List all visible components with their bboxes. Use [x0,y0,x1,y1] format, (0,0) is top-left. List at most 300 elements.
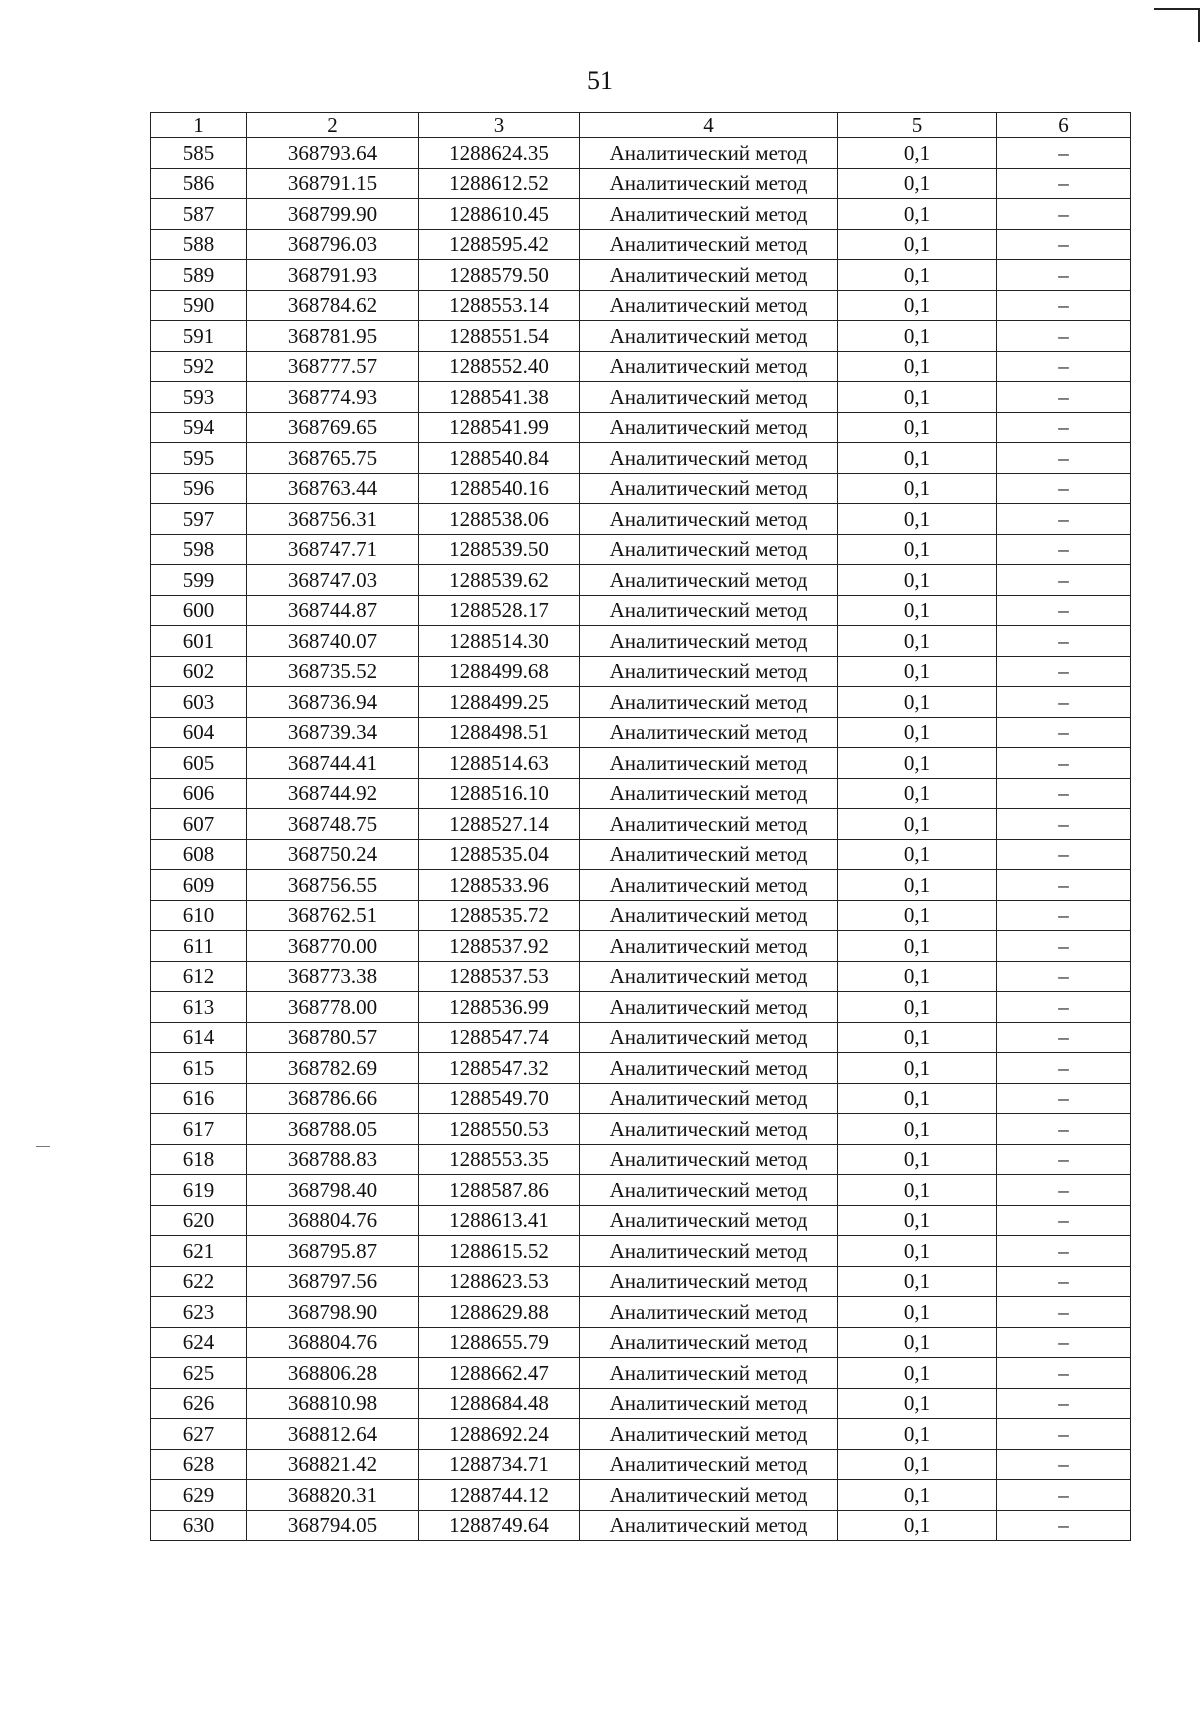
cell-y-coordinate: 1288528.17 [419,595,580,626]
cell-accuracy: 0,1 [838,1480,997,1511]
cell-method: Аналитический метод [580,687,838,718]
cell-point-number: 615 [151,1053,247,1084]
cell-method: Аналитический метод [580,1358,838,1389]
cell-method: Аналитический метод [580,1205,838,1236]
cell-method: Аналитический метод [580,382,838,413]
cell-method: Аналитический метод [580,443,838,474]
cell-method: Аналитический метод [580,1175,838,1206]
cell-x-coordinate: 368744.92 [247,778,419,809]
column-header-6: 6 [997,113,1131,138]
table-row [151,1114,1131,1145]
cell-accuracy: 0,1 [838,290,997,321]
cell-y-coordinate: 1288535.72 [419,900,580,931]
column-header-5: 5 [838,113,997,138]
cell-y-coordinate: 1288527.14 [419,809,580,840]
cell-point-number: 607 [151,809,247,840]
cell-point-number: 589 [151,260,247,291]
cell-x-coordinate: 368748.75 [247,809,419,840]
cell-x-coordinate: 368820.31 [247,1480,419,1511]
cell-x-coordinate: 368744.87 [247,595,419,626]
cell-y-coordinate: 1288684.48 [419,1388,580,1419]
cell-accuracy: 0,1 [838,626,997,657]
table-row [151,1236,1131,1267]
cell-y-coordinate: 1288537.53 [419,961,580,992]
table-body [151,138,1131,1541]
cell-accuracy: 0,1 [838,870,997,901]
cell-x-coordinate: 368750.24 [247,839,419,870]
cell-accuracy: 0,1 [838,1419,997,1450]
cell-note: – [997,595,1131,626]
cell-method: Аналитический метод [580,1449,838,1480]
cell-x-coordinate: 368794.05 [247,1510,419,1541]
cell-note: – [997,1358,1131,1389]
table-row [151,1022,1131,1053]
cell-point-number: 608 [151,839,247,870]
cell-accuracy: 0,1 [838,595,997,626]
cell-method: Аналитический метод [580,1236,838,1267]
cell-x-coordinate: 368765.75 [247,443,419,474]
cell-method: Аналитический метод [580,168,838,199]
cell-y-coordinate: 1288579.50 [419,260,580,291]
cell-point-number: 606 [151,778,247,809]
cell-x-coordinate: 368773.38 [247,961,419,992]
cell-point-number: 611 [151,931,247,962]
cell-accuracy: 0,1 [838,1266,997,1297]
cell-note: – [997,900,1131,931]
cell-x-coordinate: 368798.90 [247,1297,419,1328]
cell-accuracy: 0,1 [838,809,997,840]
cell-x-coordinate: 368791.15 [247,168,419,199]
cell-x-coordinate: 368796.03 [247,229,419,260]
cell-x-coordinate: 368799.90 [247,199,419,230]
cell-accuracy: 0,1 [838,1022,997,1053]
cell-accuracy: 0,1 [838,1205,997,1236]
cell-accuracy: 0,1 [838,1114,997,1145]
cell-y-coordinate: 1288692.24 [419,1419,580,1450]
cell-note: – [997,748,1131,779]
cell-method: Аналитический метод [580,290,838,321]
cell-method: Аналитический метод [580,961,838,992]
cell-point-number: 598 [151,534,247,565]
cell-point-number: 602 [151,656,247,687]
cell-y-coordinate: 1288655.79 [419,1327,580,1358]
cell-y-coordinate: 1288499.68 [419,656,580,687]
cell-point-number: 627 [151,1419,247,1450]
cell-point-number: 590 [151,290,247,321]
table-header-row [151,113,1131,138]
cell-note: – [997,534,1131,565]
cell-x-coordinate: 368780.57 [247,1022,419,1053]
cell-x-coordinate: 368810.98 [247,1388,419,1419]
cell-x-coordinate: 368788.05 [247,1114,419,1145]
cell-x-coordinate: 368788.83 [247,1144,419,1175]
table-row [151,168,1131,199]
cell-note: – [997,992,1131,1023]
table-row [151,412,1131,443]
cell-accuracy: 0,1 [838,199,997,230]
cell-x-coordinate: 368781.95 [247,321,419,352]
cell-x-coordinate: 368782.69 [247,1053,419,1084]
cell-point-number: 594 [151,412,247,443]
table-row [151,931,1131,962]
cell-note: – [997,870,1131,901]
cell-y-coordinate: 1288539.50 [419,534,580,565]
table-row [151,687,1131,718]
cell-method: Аналитический метод [580,534,838,565]
table-row [151,1205,1131,1236]
cell-accuracy: 0,1 [838,992,997,1023]
cell-x-coordinate: 368735.52 [247,656,419,687]
cell-y-coordinate: 1288595.42 [419,229,580,260]
cell-y-coordinate: 1288498.51 [419,717,580,748]
cell-x-coordinate: 368791.93 [247,260,419,291]
cell-x-coordinate: 368821.42 [247,1449,419,1480]
cell-method: Аналитический метод [580,1327,838,1358]
cell-y-coordinate: 1288536.99 [419,992,580,1023]
cell-method: Аналитический метод [580,1480,838,1511]
cell-point-number: 585 [151,138,247,169]
cell-note: – [997,1114,1131,1145]
cell-accuracy: 0,1 [838,412,997,443]
cell-y-coordinate: 1288549.70 [419,1083,580,1114]
scan-stray-mark [36,1146,50,1147]
table-row [151,565,1131,596]
cell-x-coordinate: 368747.71 [247,534,419,565]
cell-method: Аналитический метод [580,351,838,382]
cell-method: Аналитический метод [580,1388,838,1419]
cell-point-number: 592 [151,351,247,382]
cell-y-coordinate: 1288514.63 [419,748,580,779]
cell-x-coordinate: 368786.66 [247,1083,419,1114]
cell-note: – [997,626,1131,657]
cell-method: Аналитический метод [580,839,838,870]
table-row [151,839,1131,870]
cell-accuracy: 0,1 [838,1358,997,1389]
cell-y-coordinate: 1288553.14 [419,290,580,321]
cell-y-coordinate: 1288541.99 [419,412,580,443]
cell-method: Аналитический метод [580,1144,838,1175]
cell-accuracy: 0,1 [838,473,997,504]
table-row [151,900,1131,931]
cell-accuracy: 0,1 [838,778,997,809]
cell-note: – [997,1144,1131,1175]
cell-x-coordinate: 368784.62 [247,290,419,321]
table-row [151,321,1131,352]
cell-point-number: 604 [151,717,247,748]
scan-corner-mark [1154,8,1200,42]
cell-method: Аналитический метод [580,1419,838,1450]
cell-note: – [997,1480,1131,1511]
table-row [151,1388,1131,1419]
cell-point-number: 609 [151,870,247,901]
cell-point-number: 616 [151,1083,247,1114]
table-row [151,961,1131,992]
cell-accuracy: 0,1 [838,443,997,474]
cell-accuracy: 0,1 [838,565,997,596]
cell-point-number: 617 [151,1114,247,1145]
column-header-1: 1 [151,113,247,138]
cell-y-coordinate: 1288629.88 [419,1297,580,1328]
cell-x-coordinate: 368795.87 [247,1236,419,1267]
cell-y-coordinate: 1288744.12 [419,1480,580,1511]
cell-note: – [997,961,1131,992]
cell-method: Аналитический метод [580,229,838,260]
cell-accuracy: 0,1 [838,1510,997,1541]
cell-method: Аналитический метод [580,595,838,626]
cell-method: Аналитический метод [580,748,838,779]
cell-y-coordinate: 1288537.92 [419,931,580,962]
table-row [151,626,1131,657]
cell-y-coordinate: 1288734.71 [419,1449,580,1480]
cell-x-coordinate: 368797.56 [247,1266,419,1297]
cell-point-number: 601 [151,626,247,657]
cell-note: – [997,778,1131,809]
cell-method: Аналитический метод [580,992,838,1023]
cell-method: Аналитический метод [580,809,838,840]
cell-y-coordinate: 1288547.74 [419,1022,580,1053]
cell-x-coordinate: 368756.31 [247,504,419,535]
cell-method: Аналитический метод [580,1297,838,1328]
cell-method: Аналитический метод [580,199,838,230]
cell-method: Аналитический метод [580,626,838,657]
cell-accuracy: 0,1 [838,1144,997,1175]
table-row [151,1144,1131,1175]
cell-accuracy: 0,1 [838,687,997,718]
cell-x-coordinate: 368770.00 [247,931,419,962]
cell-accuracy: 0,1 [838,351,997,382]
cell-point-number: 599 [151,565,247,596]
cell-y-coordinate: 1288499.25 [419,687,580,718]
cell-point-number: 588 [151,229,247,260]
cell-x-coordinate: 368793.64 [247,138,419,169]
cell-accuracy: 0,1 [838,138,997,169]
cell-x-coordinate: 368804.76 [247,1205,419,1236]
cell-point-number: 610 [151,900,247,931]
page-number: 51 [587,66,613,95]
cell-note: – [997,138,1131,169]
cell-note: – [997,687,1131,718]
table-row [151,260,1131,291]
cell-note: – [997,931,1131,962]
cell-note: – [997,168,1131,199]
cell-point-number: 587 [151,199,247,230]
coordinates-table [150,112,1131,1541]
cell-note: – [997,1297,1131,1328]
cell-x-coordinate: 368812.64 [247,1419,419,1450]
table-row [151,534,1131,565]
cell-note: – [997,1266,1131,1297]
cell-accuracy: 0,1 [838,961,997,992]
table-row [151,473,1131,504]
table-row [151,595,1131,626]
cell-accuracy: 0,1 [838,321,997,352]
cell-note: – [997,717,1131,748]
cell-point-number: 595 [151,443,247,474]
cell-y-coordinate: 1288615.52 [419,1236,580,1267]
cell-y-coordinate: 1288552.40 [419,351,580,382]
cell-x-coordinate: 368762.51 [247,900,419,931]
cell-accuracy: 0,1 [838,1388,997,1419]
cell-point-number: 620 [151,1205,247,1236]
table-row [151,809,1131,840]
cell-accuracy: 0,1 [838,168,997,199]
table-row [151,443,1131,474]
cell-note: – [997,1053,1131,1084]
cell-method: Аналитический метод [580,931,838,962]
cell-note: – [997,260,1131,291]
cell-method: Аналитический метод [580,1022,838,1053]
cell-x-coordinate: 368739.34 [247,717,419,748]
table-row [151,870,1131,901]
table-row [151,1175,1131,1206]
cell-method: Аналитический метод [580,656,838,687]
cell-point-number: 614 [151,1022,247,1053]
table-row [151,199,1131,230]
cell-y-coordinate: 1288550.53 [419,1114,580,1145]
cell-method: Аналитический метод [580,260,838,291]
cell-note: – [997,1236,1131,1267]
cell-y-coordinate: 1288547.32 [419,1053,580,1084]
cell-point-number: 626 [151,1388,247,1419]
cell-point-number: 628 [151,1449,247,1480]
cell-y-coordinate: 1288612.52 [419,168,580,199]
cell-note: – [997,412,1131,443]
cell-y-coordinate: 1288613.41 [419,1205,580,1236]
cell-y-coordinate: 1288541.38 [419,382,580,413]
cell-accuracy: 0,1 [838,900,997,931]
cell-note: – [997,199,1131,230]
cell-note: – [997,290,1131,321]
cell-point-number: 613 [151,992,247,1023]
cell-y-coordinate: 1288514.30 [419,626,580,657]
cell-note: – [997,504,1131,535]
cell-note: – [997,321,1131,352]
table-row [151,382,1131,413]
table-row [151,1083,1131,1114]
cell-x-coordinate: 368769.65 [247,412,419,443]
cell-x-coordinate: 368778.00 [247,992,419,1023]
cell-x-coordinate: 368806.28 [247,1358,419,1389]
cell-accuracy: 0,1 [838,1297,997,1328]
cell-accuracy: 0,1 [838,1449,997,1480]
cell-method: Аналитический метод [580,138,838,169]
cell-point-number: 586 [151,168,247,199]
table-row [151,1053,1131,1084]
cell-accuracy: 0,1 [838,931,997,962]
cell-y-coordinate: 1288662.47 [419,1358,580,1389]
cell-y-coordinate: 1288539.62 [419,565,580,596]
cell-note: – [997,839,1131,870]
cell-accuracy: 0,1 [838,656,997,687]
cell-accuracy: 0,1 [838,382,997,413]
cell-point-number: 593 [151,382,247,413]
column-header-2: 2 [247,113,419,138]
cell-y-coordinate: 1288535.04 [419,839,580,870]
cell-note: – [997,443,1131,474]
cell-method: Аналитический метод [580,900,838,931]
cell-method: Аналитический метод [580,1053,838,1084]
table-row [151,504,1131,535]
cell-x-coordinate: 368744.41 [247,748,419,779]
cell-method: Аналитический метод [580,870,838,901]
cell-note: – [997,1327,1131,1358]
cell-point-number: 618 [151,1144,247,1175]
cell-note: – [997,809,1131,840]
cell-y-coordinate: 1288540.84 [419,443,580,474]
cell-y-coordinate: 1288587.86 [419,1175,580,1206]
cell-point-number: 622 [151,1266,247,1297]
table-row [151,229,1131,260]
cell-point-number: 596 [151,473,247,504]
cell-x-coordinate: 368736.94 [247,687,419,718]
cell-x-coordinate: 368747.03 [247,565,419,596]
cell-method: Аналитический метод [580,473,838,504]
cell-x-coordinate: 368756.55 [247,870,419,901]
cell-point-number: 629 [151,1480,247,1511]
cell-x-coordinate: 368763.44 [247,473,419,504]
cell-method: Аналитический метод [580,321,838,352]
cell-point-number: 603 [151,687,247,718]
cell-point-number: 623 [151,1297,247,1328]
cell-note: – [997,1388,1131,1419]
cell-point-number: 605 [151,748,247,779]
table-row [151,351,1131,382]
cell-point-number: 591 [151,321,247,352]
cell-y-coordinate: 1288610.45 [419,199,580,230]
cell-method: Аналитический метод [580,778,838,809]
table-row [151,138,1131,169]
cell-point-number: 600 [151,595,247,626]
cell-y-coordinate: 1288623.53 [419,1266,580,1297]
cell-note: – [997,1449,1131,1480]
table-row [151,290,1131,321]
cell-accuracy: 0,1 [838,229,997,260]
cell-point-number: 625 [151,1358,247,1389]
cell-x-coordinate: 368740.07 [247,626,419,657]
table-row [151,1327,1131,1358]
cell-method: Аналитический метод [580,412,838,443]
cell-accuracy: 0,1 [838,504,997,535]
table-row [151,1297,1131,1328]
cell-note: – [997,1083,1131,1114]
cell-note: – [997,1510,1131,1541]
cell-note: – [997,229,1131,260]
column-header-4: 4 [580,113,838,138]
cell-point-number: 597 [151,504,247,535]
cell-accuracy: 0,1 [838,717,997,748]
cell-y-coordinate: 1288624.35 [419,138,580,169]
cell-note: – [997,656,1131,687]
cell-accuracy: 0,1 [838,534,997,565]
table-row [151,1510,1131,1541]
cell-y-coordinate: 1288516.10 [419,778,580,809]
cell-accuracy: 0,1 [838,1175,997,1206]
cell-note: – [997,1022,1131,1053]
cell-accuracy: 0,1 [838,1053,997,1084]
cell-point-number: 630 [151,1510,247,1541]
cell-note: – [997,1205,1131,1236]
cell-method: Аналитический метод [580,1266,838,1297]
column-header-3: 3 [419,113,580,138]
table-row [151,992,1131,1023]
cell-y-coordinate: 1288538.06 [419,504,580,535]
table-row [151,1419,1131,1450]
table-row [151,778,1131,809]
table-row [151,1266,1131,1297]
table-row [151,1358,1131,1389]
cell-point-number: 612 [151,961,247,992]
cell-method: Аналитический метод [580,565,838,596]
